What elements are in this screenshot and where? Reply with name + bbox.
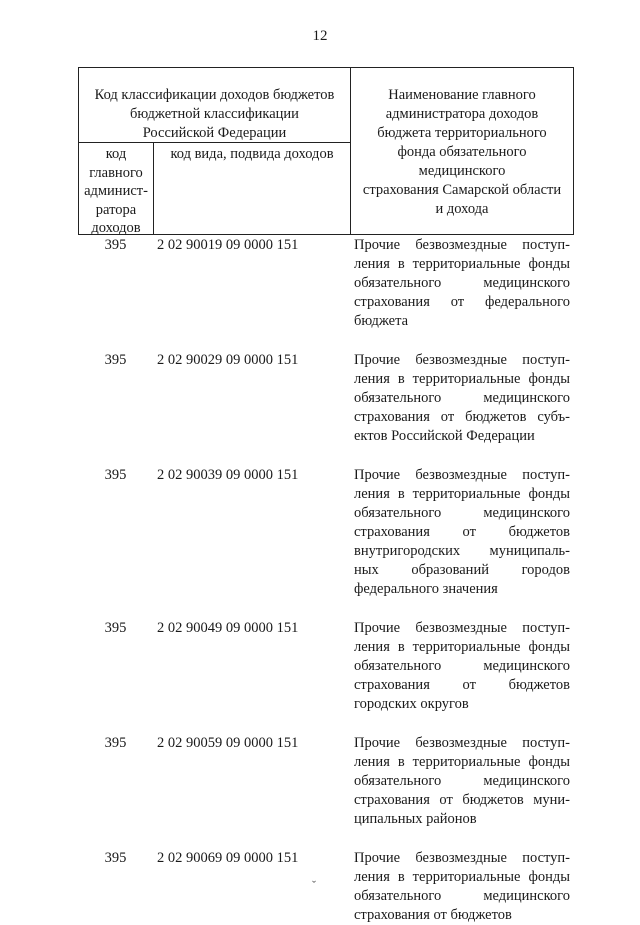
table-row — [0, 619, 640, 714]
description-line: обязательного медицинского — [354, 658, 570, 674]
admin-code-cell: 395 — [104, 352, 127, 368]
scan-mark: ˇ — [312, 878, 316, 892]
description-line: ления в территориальные фонды — [354, 256, 570, 272]
income-code-cell: 2 02 90069 09 0000 151 — [157, 850, 299, 866]
description-cell — [354, 849, 570, 925]
description-line: страхования от бюджетов субъ- — [354, 409, 570, 425]
header-admin-line: админист- — [84, 183, 148, 199]
description-line: страхования от федерального — [354, 294, 570, 310]
header-group-line: бюджетной классификации — [130, 106, 299, 122]
income-code-cell: 2 02 90039 09 0000 151 — [157, 467, 299, 483]
admin-code-cell: 395 — [104, 237, 127, 253]
description-line: обязательного медицинского — [354, 275, 570, 291]
header-group-line: Код классификации доходов бюджетов — [94, 87, 335, 103]
table-body — [0, 236, 640, 925]
admin-code-cell: 395 — [104, 620, 127, 636]
description-line: ектов Российской Федерации — [354, 428, 535, 444]
admin-code-cell: 395 — [104, 467, 127, 483]
description-line: Прочие безвозмездные поступ- — [354, 237, 570, 253]
header-name-line: Наименование главного — [388, 87, 536, 103]
header-admin-line: доходов — [91, 220, 141, 236]
description-line: обязательного медицинского — [354, 888, 570, 904]
table-row — [0, 466, 640, 599]
description-line: Прочие безвозмездные поступ- — [354, 735, 570, 751]
header-administrator-name — [350, 67, 574, 235]
header-income-type-code — [153, 143, 350, 235]
table-row — [0, 236, 640, 331]
description-line: ных образований городов — [354, 562, 570, 578]
description-line: ления в территориальные фонды — [354, 754, 570, 770]
description-line: обязательного медицинского — [354, 773, 570, 789]
description-line: обязательного медицинского — [354, 390, 570, 406]
header-admin-line: код — [105, 146, 127, 162]
header-type-label: код вида, подвида доходов — [170, 146, 334, 162]
description-line: Прочие безвозмездные поступ- — [354, 850, 570, 866]
description-line: ления в территориальные фонды — [354, 486, 570, 502]
description-line: федерального значения — [354, 581, 498, 597]
description-line: внутригородских муниципаль- — [354, 543, 570, 559]
header-name-line: страхования Самарской области — [362, 182, 562, 198]
description-line: ления в территориальные фонды — [354, 639, 570, 655]
header-admin-code — [78, 143, 153, 235]
description-cell — [354, 466, 570, 599]
description-cell — [354, 236, 570, 331]
description-line: ления в территориальные фонды — [354, 371, 570, 387]
description-line: страхования от бюджетов — [354, 524, 570, 540]
header-admin-line: главного — [89, 164, 143, 181]
page-number: 12 — [312, 28, 328, 44]
income-code-cell: 2 02 90049 09 0000 151 — [157, 620, 299, 636]
description-line: обязательного медицинского — [354, 505, 570, 521]
description-line: Прочие безвозмездные поступ- — [354, 352, 570, 368]
admin-code-cell: 395 — [104, 850, 127, 866]
income-code-cell: 2 02 90059 09 0000 151 — [157, 735, 299, 751]
description-cell — [354, 734, 570, 829]
description-line: Прочие безвозмездные поступ- — [354, 620, 570, 636]
header-classification-code-group — [78, 67, 350, 143]
description-cell — [354, 351, 570, 446]
description-line: страхования от бюджетов — [354, 907, 512, 923]
description-line: страхования от бюджетов муни- — [354, 792, 570, 808]
description-cell — [354, 619, 570, 714]
table-row — [0, 351, 640, 446]
header-name-line: бюджета территориального — [377, 125, 547, 141]
header-group-line: Российской Федерации — [142, 125, 287, 141]
header-name-line: и дохода — [435, 201, 489, 217]
table-row — [0, 734, 640, 829]
description-line: Прочие безвозмездные поступ- — [354, 467, 570, 483]
description-line: городских округов — [354, 696, 469, 712]
table-row — [0, 849, 640, 925]
header-name-line: фонда обязательного — [397, 144, 527, 160]
description-line: бюджета — [354, 313, 409, 329]
description-line: страхования от бюджетов — [354, 677, 570, 693]
income-code-cell: 2 02 90029 09 0000 151 — [157, 352, 299, 368]
admin-code-cell: 395 — [104, 735, 127, 751]
description-line: ления в территориальные фонды — [354, 869, 570, 885]
income-code-cell: 2 02 90019 09 0000 151 — [157, 237, 299, 253]
header-admin-line: ратора — [95, 201, 137, 218]
description-line: ципальных районов — [354, 811, 477, 827]
header-name-line: медицинского — [418, 163, 506, 179]
header-name-line: администратора доходов — [385, 106, 539, 122]
